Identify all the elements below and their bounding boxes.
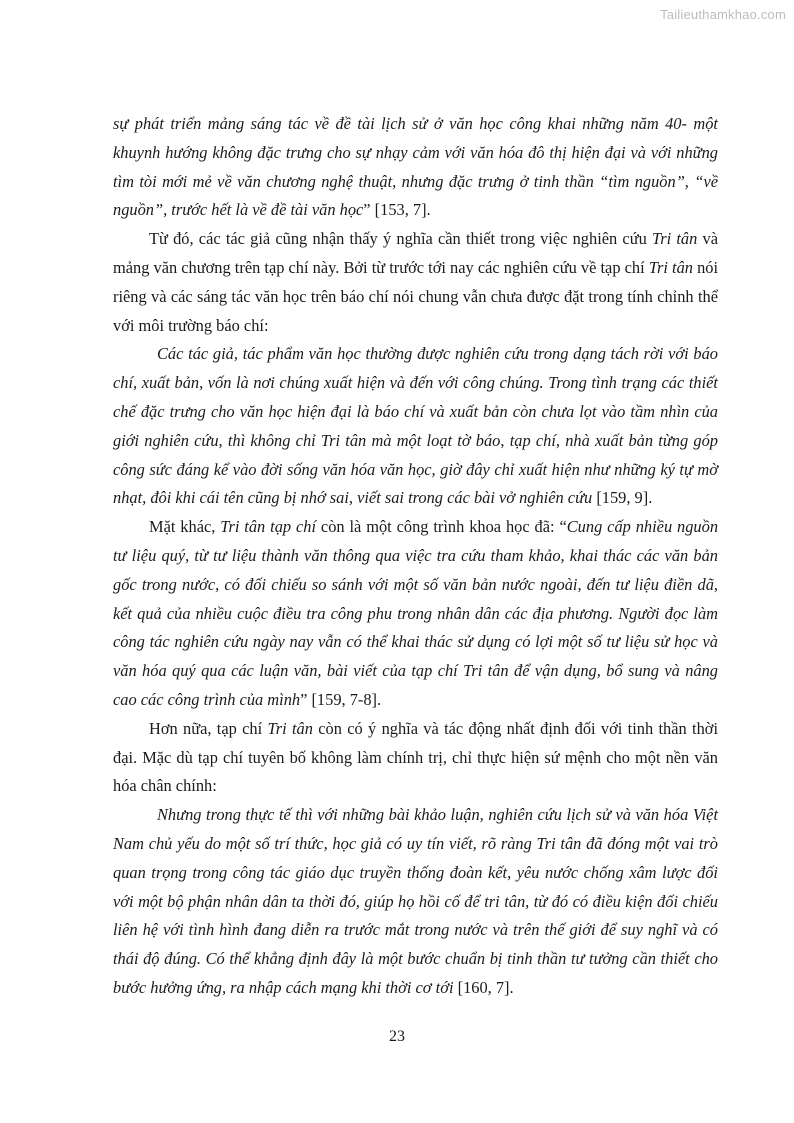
paragraph-body	[113, 715, 718, 801]
italic-text-run: Nhưng trong thực tế thì với những bài khảo luận, nghiên cứu lịch sử và văn hóa Việt Nam chủ yếu do một số trí thức, học giả có uy tín viết, rõ ràng Tri tân đã đóng một vai trò quan trọng trong công tác giáo dục truyền thống đoàn kết, yêu nước chống xâm lược đối với một bộ phận nhân dân ta thời đó, giúp họ hồi cố để tri tân, từ đó có điều kiện đối chiếu liên hệ với tình hình đang diễn ra trước mắt trong nước và trên thế giới để suy nghĩ và có thái độ đúng. Có thể khẳng định đây là một bước chuẩn bị tinh thần tư tưởng cần thiết cho bước hưởng ứng, ra nhập cách mạng khi thời cơ tới	[113, 805, 718, 997]
italic-text-run: Tri tân	[652, 229, 698, 249]
page-number: 23	[389, 1028, 405, 1045]
text-run: Mặt khác,	[149, 517, 221, 537]
watermark-text: Tailieuthamkhao.com	[660, 7, 786, 22]
paragraph-body	[113, 225, 718, 340]
text-run: còn là một công trình khoa học đã: “	[316, 517, 567, 537]
text-run: còn có ý nghĩa và tác động nhất định đối với tinh thần thời đại. Mặc dù tạp chí tuyên bố không làm chính trị, chỉ thực hiện sứ mệnh cho một nền văn hóa chân chính:	[113, 718, 719, 796]
paragraph-body	[113, 513, 718, 715]
text-run: ” [159, 7-8].	[300, 689, 382, 709]
italic-text-run: Cung cấp nhiều nguồn tư liệu quý, từ tư liệu thành văn thông qua việc tra cứu tham khảo, khai thác các văn bản gốc trong nước, có đối chiếu so sánh với một số văn bản nước ngoài, đến tư liệu điền dã, kết quả của nhiều cuộc điều tra công phu trong nhân dân các địa phương. Người đọc làm công tác nghiên cứu ngày nay vẫn có thể khai thác sử dụng có lợi một số tư liệu sử học và văn hóa quý qua các luận văn, bài viết của tạp chí Tri tân để vận dụng, bổ sung và nâng cao các công trình của mình	[113, 517, 719, 709]
italic-text-run: sự phát triển mảng sáng tác về đề tài lịch sử ở văn học công khai những năm 40- một khuynh hướng không đặc trưng cho sự nhạy cảm với văn hóa đô thị hiện đại và với những tìm tòi mới mẻ về văn chương nghệ thuật, nhưng đặc trưng ở tinh thần “tìm nguồn”, “về nguồn”, trước hết là về đề tài văn học	[113, 114, 718, 220]
document-body	[113, 110, 718, 1003]
text-run: nói riêng và các sáng tác văn học trên báo chí nói chung vẫn chưa được đặt trong tính chỉnh thể với môi trường báo chí:	[113, 257, 719, 335]
italic-text-run: Các tác giả, tác phẩm văn học thường được nghiên cứu trong dạng tách rời với báo chí, xuất bản, vốn là nơi chúng xuất hiện và đến với công chúng. Trong tình trạng các thiết chế đặc trưng cho văn học hiện đại là báo chí và xuất bản còn chưa lọt vào tầm nhìn của giới nghiên cứu, thì không chỉ Tri tân mà một loạt tờ báo, tạp chí, nhà xuất bản từng góp công sức đáng kể vào đời sống văn hóa văn học, giờ đây chỉ xuất hiện như những ký tự mờ nhạt, đôi khi cái tên cũng bị nhớ sai, viết sai trong các bài vở nghiên cứu	[113, 344, 718, 508]
paragraph-block-quote	[113, 340, 718, 513]
paragraph-quote-continuation	[113, 110, 718, 225]
text-run: và mảng văn chương trên tạp chí này. Bởi từ trước tới nay các nghiên cứu về tạp chí	[113, 229, 718, 277]
italic-text-run: Tri tân	[267, 718, 313, 738]
text-run: Hơn nữa, tạp chí	[149, 718, 268, 738]
text-run: Từ đó, các tác giả cũng nhận thấy ý nghĩa cần thiết trong việc nghiên cứu	[149, 229, 652, 249]
paragraph-block-quote	[113, 801, 718, 1003]
italic-text-run: Tri tân	[648, 257, 693, 277]
italic-text-run: Tri tân tạp chí	[220, 517, 317, 537]
text-run: [160, 7].	[453, 977, 514, 997]
text-run: [159, 9].	[592, 488, 653, 508]
text-run: ” [153, 7].	[363, 200, 431, 220]
